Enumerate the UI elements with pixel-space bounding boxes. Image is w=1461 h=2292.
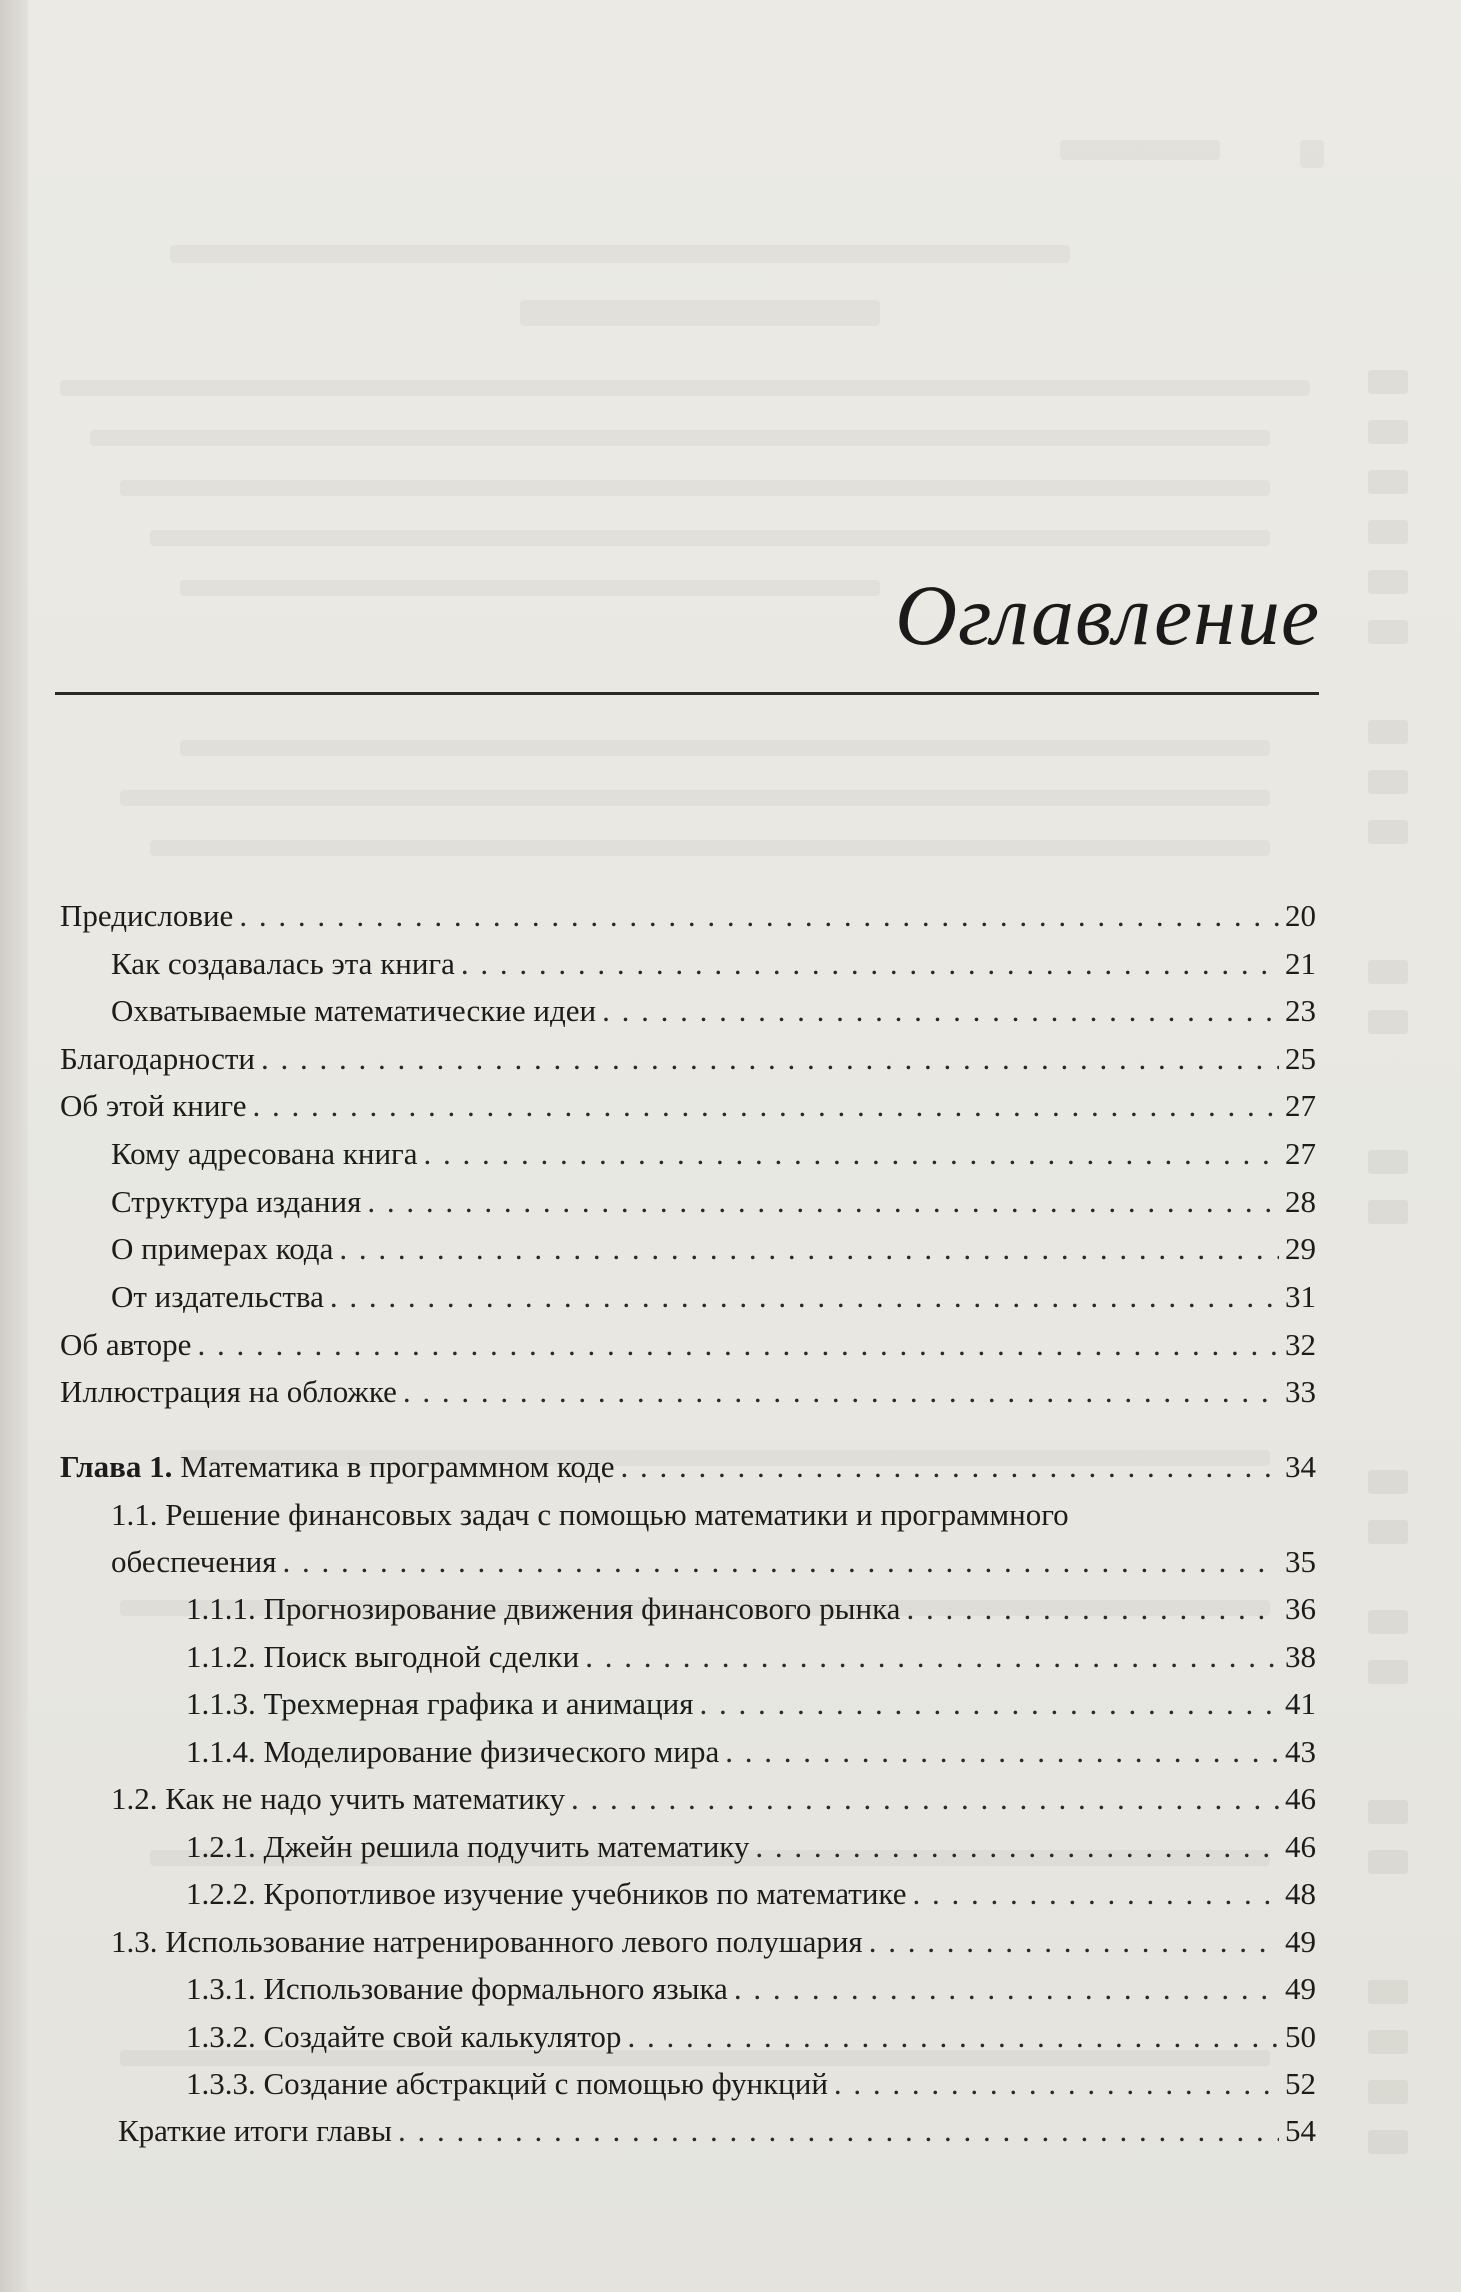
toc-page-number: 25 — [1285, 1041, 1316, 1076]
dot-leader — [755, 1831, 1279, 1862]
dot-leader — [725, 1736, 1279, 1767]
toc-entry-label-line1[interactable]: 1.1. Решение финансовых задач с помощью математики и программного — [111, 1497, 1069, 1532]
toc-entry-label: 1.3. Использование натренированного левого полушария — [111, 1924, 863, 1959]
toc-page-number: 21 — [1285, 946, 1316, 981]
toc-entry[interactable] — [111, 1546, 1316, 1577]
toc-page-number: 27 — [1285, 1136, 1316, 1171]
dot-leader — [403, 1376, 1279, 1407]
toc-entry-label: От издательства — [111, 1279, 324, 1314]
dot-leader — [253, 1090, 1280, 1121]
chapter-title: Математика в программном коде — [180, 1449, 615, 1484]
dot-leader — [734, 1973, 1279, 2004]
toc-page-number: 48 — [1285, 1876, 1316, 1911]
dot-leader — [869, 1926, 1279, 1957]
toc-entry-label — [60, 1451, 614, 1482]
dot-leader — [461, 948, 1279, 979]
toc-page-number: 43 — [1285, 1734, 1316, 1769]
dot-leader — [585, 1641, 1279, 1672]
toc-page-number: 34 — [1285, 1449, 1316, 1484]
dot-leader — [699, 1688, 1279, 1719]
chapter-number: Глава 1. — [60, 1449, 173, 1484]
toc-entry-label: Об авторе — [60, 1327, 192, 1362]
toc-entry-label: Охватываемые математические идеи — [111, 993, 597, 1028]
toc-entry-chapter-summary[interactable] — [118, 2115, 1316, 2146]
toc-entry-label: Кому адресована книга — [111, 1136, 418, 1171]
toc-entry[interactable] — [111, 1233, 1316, 1264]
toc-entry-label: Благодарности — [60, 1041, 255, 1076]
toc-entry-label: обеспечения — [111, 1544, 277, 1579]
toc-entry-label: 1.1.1. Прогнозирование движения финансового рынка — [186, 1591, 901, 1626]
dot-leader — [627, 2021, 1279, 2052]
dot-leader — [339, 1233, 1279, 1264]
toc-entry-acknowledgements[interactable] — [60, 1043, 1316, 1074]
toc-entry[interactable] — [111, 1281, 1316, 1312]
dot-leader — [602, 995, 1279, 1026]
toc-entry[interactable] — [186, 1688, 1316, 1719]
toc-entry-label: 1.2. Как не надо учить математику — [111, 1781, 565, 1816]
title-underline — [55, 692, 1319, 695]
toc-page-number: 20 — [1285, 898, 1316, 933]
toc-entry[interactable] — [111, 948, 1316, 979]
toc-page-number: 52 — [1285, 2066, 1316, 2101]
toc-page-number: 23 — [1285, 993, 1316, 1028]
dot-leader — [239, 900, 1279, 931]
dot-leader — [620, 1451, 1279, 1482]
toc-entry-label: Краткие итоги главы — [118, 2113, 392, 2148]
toc-entry-label: Предисловие — [60, 898, 234, 933]
dot-leader — [571, 1783, 1279, 1814]
toc-entry[interactable] — [111, 1783, 1316, 1814]
toc-entry-label: 1.3.1. Использование формального языка — [186, 1971, 728, 2006]
toc-entry-label: 1.1.2. Поиск выгодной сделки — [186, 1639, 580, 1674]
toc-entry[interactable] — [186, 1593, 1316, 1624]
toc-entry-preface[interactable] — [60, 900, 1316, 931]
toc-entry-label: 1.1.3. Трехмерная графика и анимация — [186, 1686, 694, 1721]
toc-entry[interactable] — [186, 1878, 1316, 1909]
toc-page-number: 31 — [1285, 1279, 1316, 1314]
toc-page-number: 38 — [1285, 1639, 1316, 1674]
toc-entry-label: 1.1.4. Моделирование физического мира — [186, 1734, 720, 1769]
toc-entry-about-book[interactable] — [60, 1090, 1316, 1121]
toc-entry-label: 1.3.2. Создайте свой калькулятор — [186, 2019, 622, 2054]
dot-leader — [424, 1138, 1279, 1169]
page-gutter — [0, 0, 28, 2292]
toc-entry[interactable] — [111, 995, 1316, 1026]
toc-entry-about-author[interactable] — [60, 1329, 1316, 1360]
toc-page-number: 46 — [1285, 1781, 1316, 1816]
toc-page-number: 49 — [1285, 1924, 1316, 1959]
toc-entry[interactable] — [186, 1831, 1316, 1862]
toc-entry[interactable] — [186, 1736, 1316, 1767]
toc-entry-cover-illustration[interactable] — [60, 1376, 1316, 1407]
toc-page-number: 33 — [1285, 1374, 1316, 1409]
toc-entry[interactable] — [186, 2068, 1316, 2099]
toc-page-number: 32 — [1285, 1327, 1316, 1362]
dot-leader — [912, 1878, 1279, 1909]
toc-page-number: 54 — [1285, 2113, 1316, 2148]
toc-entry-label: Иллюстрация на обложке — [60, 1374, 397, 1409]
toc-entry[interactable] — [186, 2021, 1316, 2052]
toc-entry[interactable] — [111, 1186, 1316, 1217]
dot-leader — [330, 1281, 1279, 1312]
toc-page-number: 41 — [1285, 1686, 1316, 1721]
toc-entry-chapter-1[interactable] — [60, 1451, 1316, 1482]
dot-leader — [367, 1186, 1279, 1217]
page-title: Оглавление — [894, 567, 1320, 663]
toc-page-number: 29 — [1285, 1231, 1316, 1266]
toc-page-number: 36 — [1285, 1591, 1316, 1626]
toc-entry-label: О примерах кода — [111, 1231, 334, 1266]
toc-entry-label: Об этой книге — [60, 1088, 247, 1123]
dot-leader — [906, 1593, 1279, 1624]
toc-entry[interactable] — [186, 1641, 1316, 1672]
toc-entry-label: 1.2.1. Джейн решила подучить математику — [186, 1829, 750, 1864]
toc-entry-label: Как создавалась эта книга — [111, 946, 455, 981]
dot-leader — [398, 2115, 1279, 2146]
toc-page-number: 28 — [1285, 1184, 1316, 1219]
toc-page-number: 27 — [1285, 1088, 1316, 1123]
dot-leader — [197, 1329, 1279, 1360]
dot-leader — [261, 1043, 1279, 1074]
toc-entry[interactable] — [111, 1926, 1316, 1957]
dot-leader — [283, 1546, 1279, 1577]
toc-page-number: 35 — [1285, 1544, 1316, 1579]
toc-entry-label: 1.3.3. Создание абстракций с помощью функций — [186, 2066, 828, 2101]
dot-leader — [834, 2068, 1279, 2099]
toc-entry-label: Структура издания — [111, 1184, 362, 1219]
toc-entry[interactable] — [186, 1973, 1316, 2004]
toc-page-number: 49 — [1285, 1971, 1316, 2006]
toc-entry-label: 1.2.2. Кропотливое изучение учебников по математике — [186, 1876, 907, 1911]
toc-entry[interactable] — [111, 1138, 1316, 1169]
toc-page-number: 50 — [1285, 2019, 1316, 2054]
toc-page-number: 46 — [1285, 1829, 1316, 1864]
